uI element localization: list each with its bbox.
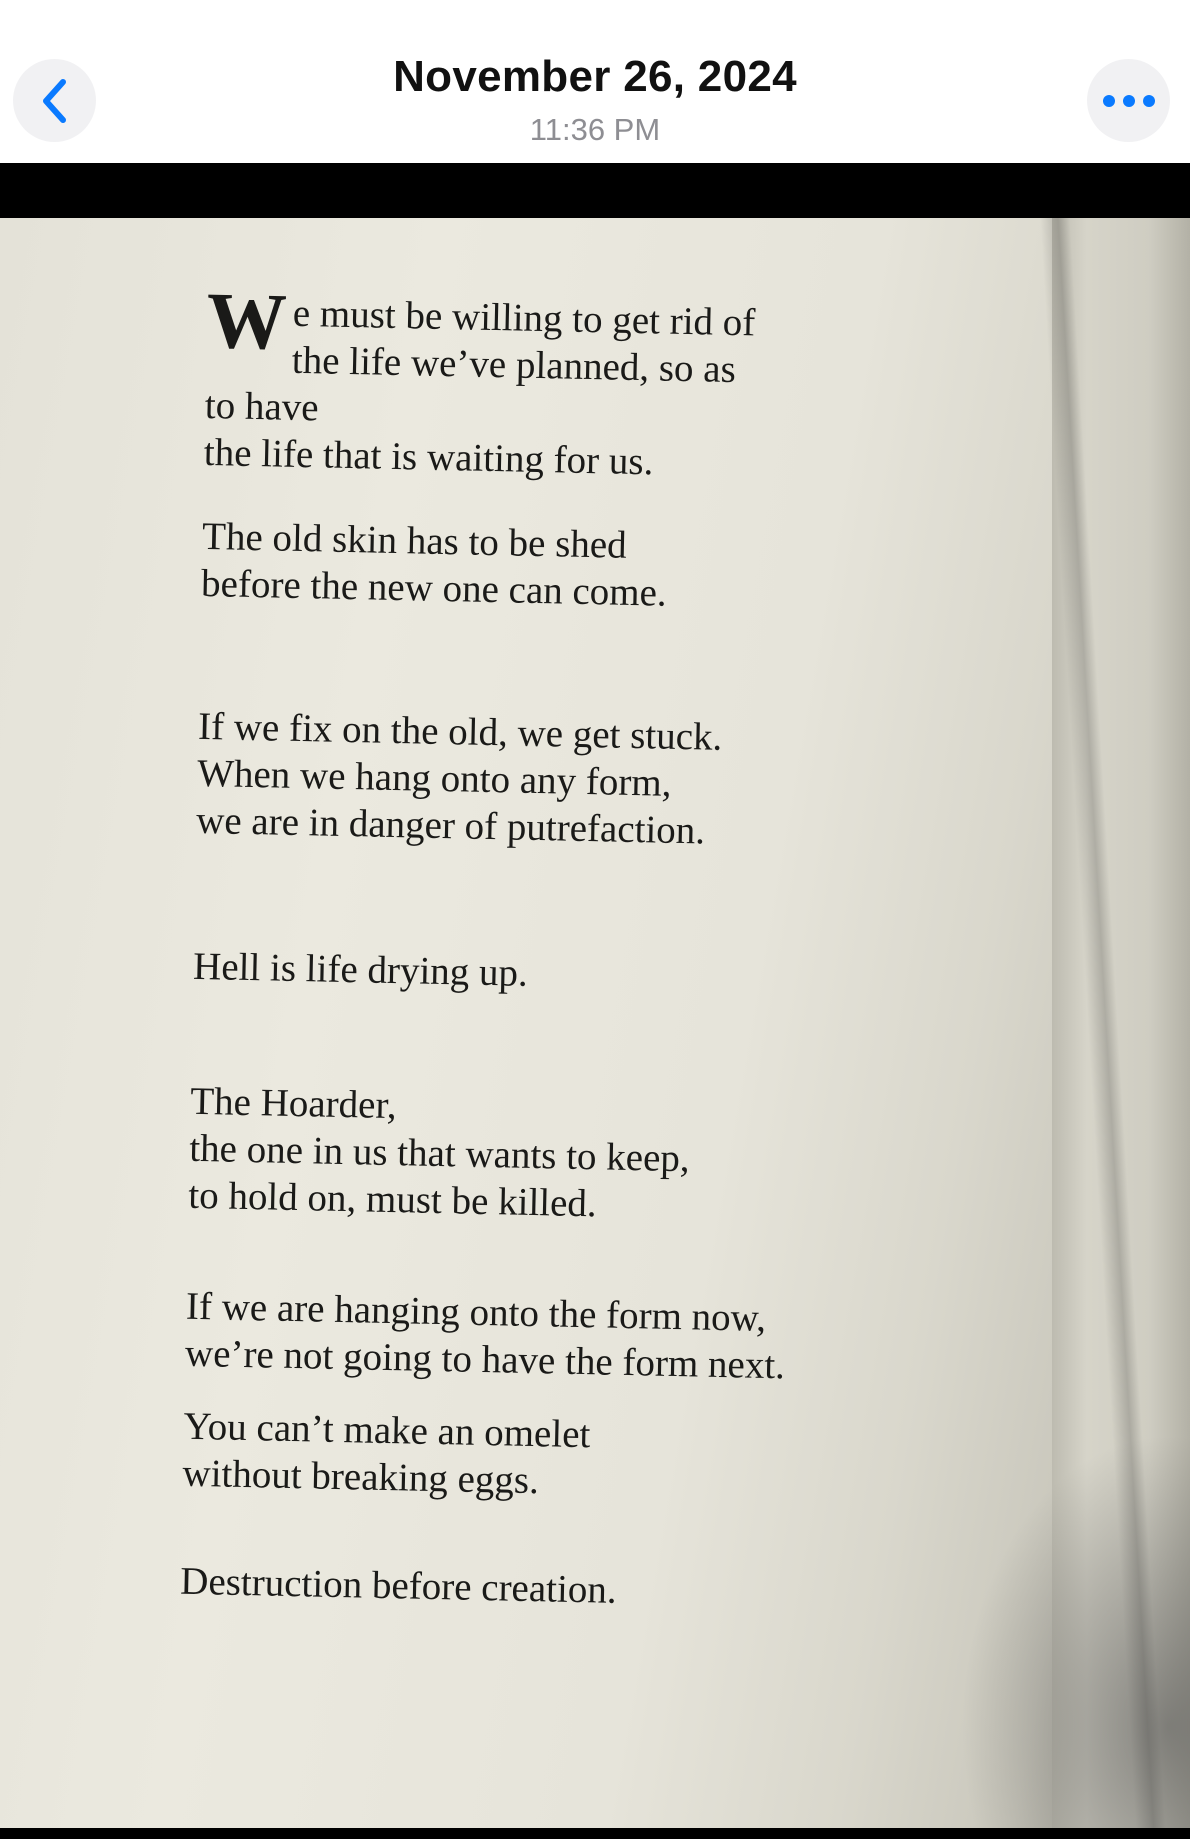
more-options-button[interactable] bbox=[1087, 59, 1170, 142]
stanza-4: Hell is life drying up. bbox=[192, 944, 529, 995]
page-text bbox=[175, 163, 1030, 1839]
stanza-2: The old skin has to be shed before the new one can come. bbox=[200, 514, 668, 615]
hand-shadow bbox=[960, 1433, 1190, 1839]
stanza-8: Destruction before creation. bbox=[179, 1559, 618, 1612]
photo-header bbox=[0, 0, 1190, 163]
photo-viewer[interactable] bbox=[0, 163, 1190, 1839]
photo-date: November 26, 2024 bbox=[393, 52, 797, 101]
stanza-7: You can’t make an omelet without breaking eggs. bbox=[182, 1404, 591, 1503]
ellipsis-icon bbox=[1102, 94, 1156, 108]
photo-bottom-edge bbox=[0, 1828, 1190, 1839]
stanza-6: If we are hanging onto the form now, we’re not going to have the form next. bbox=[184, 1284, 786, 1388]
stanza-1: We must be willing to get rid of the life we’ve planned, so as to have the life that is waiting for us. bbox=[203, 276, 756, 484]
drop-cap: W bbox=[205, 276, 288, 367]
stanza-5: The Hoarder, the one in us that wants to keep, to hold on, must be killed. bbox=[187, 1079, 691, 1226]
photo-time: 11:36 PM bbox=[529, 112, 661, 147]
stanza-3: If we fix on the old, we get stuck. When we hang onto any form, we are in danger of putrefaction. bbox=[195, 704, 723, 853]
